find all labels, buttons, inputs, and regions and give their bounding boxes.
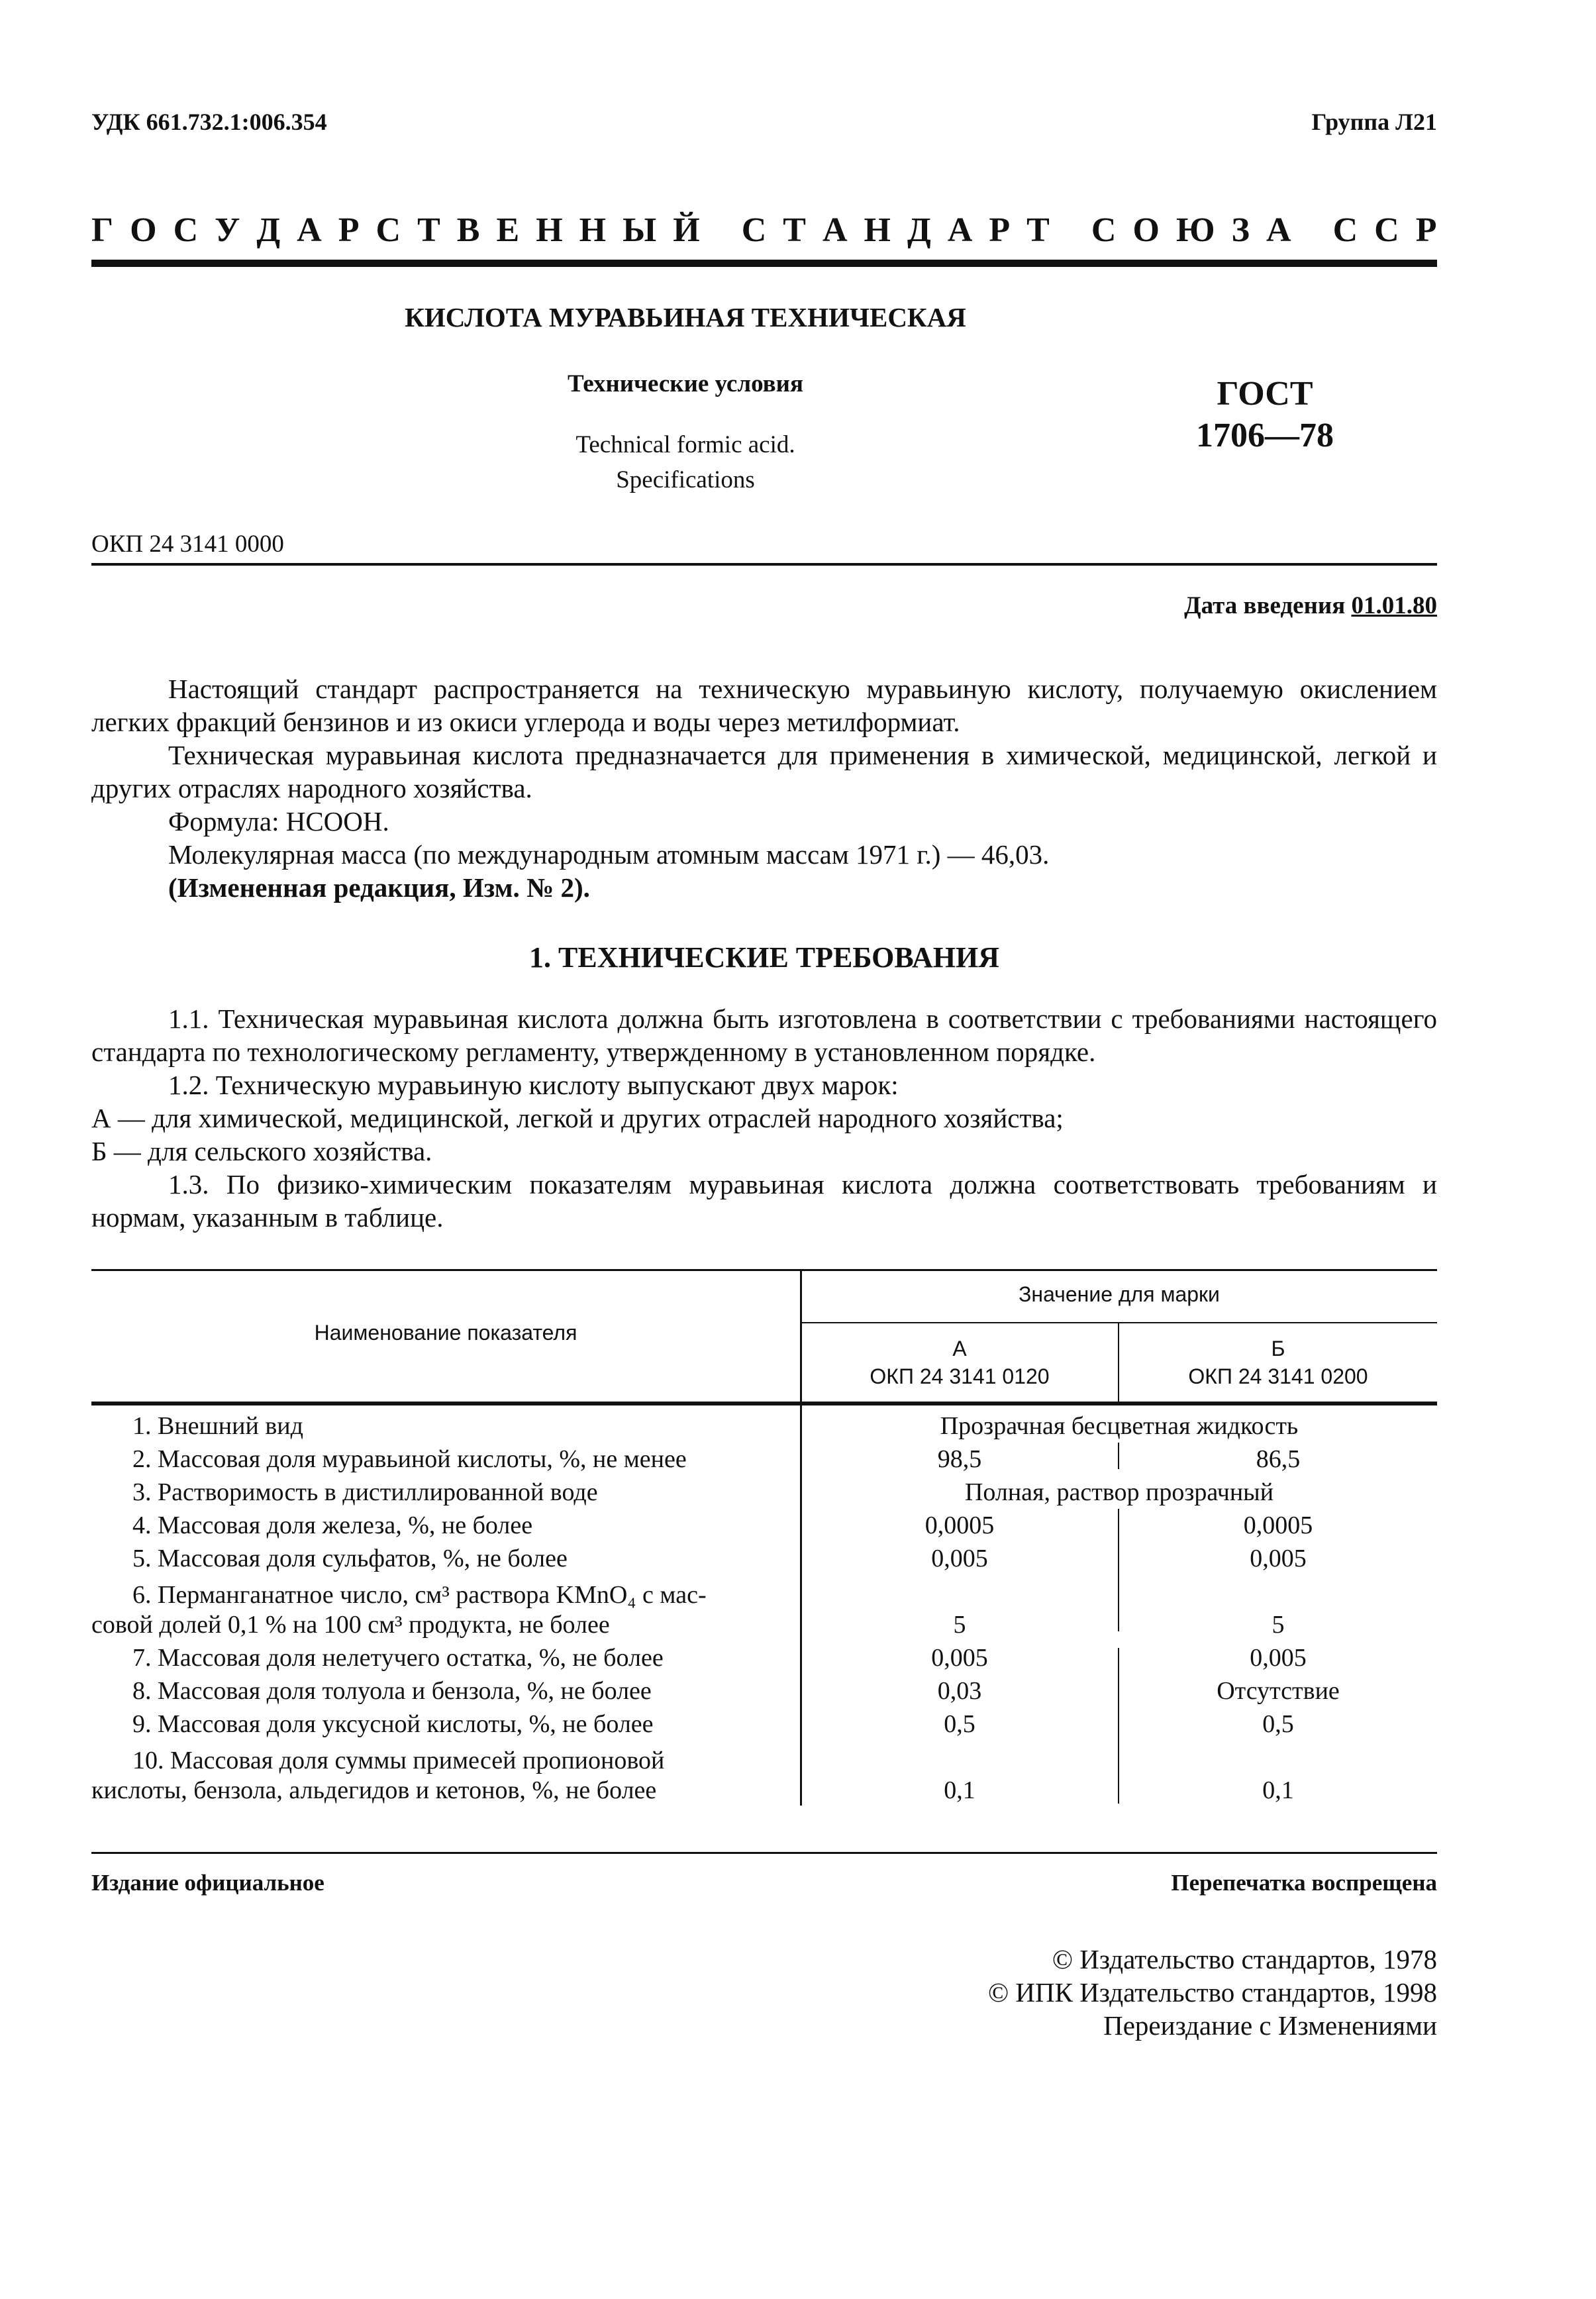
table-row-value-b: Отсутствие [1217,1677,1340,1705]
table-row-value-a: 0,0005 [924,1511,995,1539]
table-rule-grade [801,1322,1437,1323]
grade-b-letter: Б [1271,1337,1285,1360]
state-title-letter: А [297,211,322,249]
table-row-name-line2: совой долей 0,1 % на 100 см³ продукта, не более [91,1611,610,1639]
state-title-letter: Д [907,211,931,249]
state-title-letter: О [1132,211,1160,249]
intro-date-label: Дата введения [1184,592,1346,619]
state-title-letter: Т [1026,211,1050,249]
table-row-name: 7. Массовая доля нелетучего остатка, %, не более [132,1644,664,1672]
state-title-letter: Д [256,211,281,249]
document-subtitle: Технические условия [568,370,803,397]
grade-b-description: Б — для сельского хозяйства. [91,1136,432,1166]
table-row-value-a: 0,1 [944,1776,975,1804]
intro-paragraph-1: Настоящий стандарт распространяется на техническую муравьиную кислоту, получаемую окислением легких фракций бензинов и из окиси углерода и воды через метилформиат. [91,674,1437,737]
grade-a-okp: ОКП 24 3141 0120 [870,1364,1050,1388]
english-title-line2: Specifications [616,466,755,493]
state-title-letter: А [822,211,848,249]
table-row-value-a: 0,03 [937,1677,982,1705]
state-title-letter: Е [496,211,520,249]
table-row-value-a: 5 [953,1611,966,1639]
section-heading: 1. ТЕХНИЧЕСКИЕ ТРЕБОВАНИЯ [529,941,999,974]
table-row-value-b: 0,0005 [1243,1511,1313,1539]
state-title-letter: Т [783,211,806,249]
table-row-value-b: 0,5 [1262,1710,1294,1738]
footer-rule [91,1852,1437,1854]
table-row-value-b: 5 [1272,1611,1285,1639]
molar-mass-line: Молекулярная масса (по международным атомным массам 1971 г.) — 46,03. [168,839,1050,870]
state-title-letter: Р [338,211,360,249]
table-row-name: 9. Массовая доля уксусной кислоты, %, не более [132,1710,654,1738]
state-title-letter: Й [673,211,700,249]
grade-a-description: А — для химической, медицинской, легкой и других отраслей народного хозяйства; [91,1103,1064,1133]
table-row-name-line1: 10. Массовая доля суммы примесей пропионовой [132,1747,665,1774]
official-edition-label: Издание официальное [91,1870,324,1896]
state-title-letter: С [741,211,767,249]
intro-date-value: 01.01.80 [1351,592,1437,619]
formula-line: Формула: НСООН. [168,806,389,837]
state-title-letter: У [215,211,240,249]
top-rule [91,260,1437,267]
state-title-letter [717,211,725,250]
table-row-value-b: 0,005 [1250,1545,1307,1572]
state-title-letter: З [1231,211,1250,249]
state-title-letter: А [947,211,973,249]
table-row-merged-value: Полная, раствор прозрачный [964,1478,1274,1506]
udk-code: УДК 661.732.1:006.354 [91,109,327,135]
table-row-name-line1: 6. Перманганатное число, см³ раствора KMnO₄ с мас- [132,1581,707,1609]
table-row-value-a: 0,005 [931,1644,988,1672]
grade-b-okp: ОКП 24 3141 0200 [1188,1364,1368,1388]
state-title-letter: Н [536,211,563,249]
clause-1-2: 1.2. Техническую муравьиную кислоту выпускают двух марок: [168,1070,899,1100]
reprint-prohibited-label: Перепечатка воспрещена [1171,1870,1437,1896]
table-row-merged-value: Прозрачная бесцветная жидкость [940,1412,1299,1440]
table-rule-header [91,1402,1437,1405]
state-title-letter: Ю [1175,211,1215,249]
state-title-letter: Г [91,211,114,249]
table-row-value-a: 98,5 [937,1445,982,1473]
state-title-letter: С [173,211,199,249]
clause-1-3: 1.3. По физико-химическим показателям муравьиная кислота должна соответствовать требованиям и нормам, указанным в таблице. [91,1169,1437,1233]
table-row-name: 5. Массовая доля сульфатов, %, не более [132,1545,568,1572]
state-title-letter: Н [864,211,891,249]
state-title-letter: Р [989,211,1011,249]
gost-label: ГОСТ [1217,375,1313,413]
table-rule-top [91,1269,1437,1271]
table-row-name: 8. Массовая доля толуола и бензола, %, не более [132,1677,652,1705]
table-row-value-b: 86,5 [1256,1445,1301,1473]
okp-code: ОКП 24 3141 0000 [91,531,284,558]
state-title-letter: Ы [623,211,657,249]
state-title-letter: В [456,211,480,249]
state-title-letter [1308,211,1317,250]
state-title-letter: С [1091,211,1117,249]
table-row-name-line2: кислоты, бензола, альдегидов и кетонов, %, не более [91,1776,657,1804]
document-title: КИСЛОТА МУРАВЬИНАЯ ТЕХНИЧЕСКАЯ [405,302,966,332]
intro-paragraph-2: Техническая муравьиная кислота предназначается для применения в химической, медицинской, легкой и других отраслях народного хозяйства. [91,740,1437,803]
table-row-name: 1. Внешний вид [132,1412,303,1440]
state-title-letter: С [1374,211,1399,249]
column-header-name: Наименование показателя [314,1321,577,1345]
table-row-name: 4. Массовая доля железа, %, не более [132,1511,533,1539]
english-title-line1: Technical formic acid. [575,431,795,458]
state-title-letter: Н [579,211,607,249]
copyright-line-2: © ИПК Издательство стандартов, 1998 [987,1977,1437,2008]
state-title-letter: С [1332,211,1358,249]
group-code: Группа Л21 [1311,109,1437,135]
intro-date [1184,591,1437,620]
state-title-letter: Т [417,211,440,249]
gost-number: 1706—78 [1196,417,1334,454]
state-title-letter: А [1266,211,1291,249]
state-standard-title [91,211,1437,250]
copyright-line-1: © Издательство стандартов, 1978 [1052,1944,1437,1974]
state-title-letter: С [375,211,401,249]
column-header-value: Значение для марки [1019,1282,1220,1306]
reissue-note: Переиздание с Изменениями [1103,2010,1437,2041]
clause-1-1: 1.1. Техническая муравьиная кислота должна быть изготовлена в соответствии с требованиями настоящего стандарта по технологическому регламенту, утвержденному в установленном порядке. [91,1003,1437,1067]
table-row-name: 3. Растворимость в дистиллированной воде [132,1478,598,1506]
state-title-letter [1066,211,1075,250]
table-row-value-b: 0,1 [1262,1776,1294,1804]
middle-rule [91,563,1437,566]
table-row-value-b: 0,005 [1250,1644,1307,1672]
table-row-value-a: 0,5 [944,1710,975,1738]
state-title-letter: Р [1415,211,1437,249]
state-title-letter: О [130,211,157,249]
grade-a-letter: А [952,1337,967,1360]
amendment-note: (Измененная редакция, Изм. № 2). [168,872,590,903]
table-row-name: 2. Массовая доля муравьиной кислоты, %, не менее [132,1445,687,1473]
table-row-value-a: 0,005 [931,1545,988,1572]
